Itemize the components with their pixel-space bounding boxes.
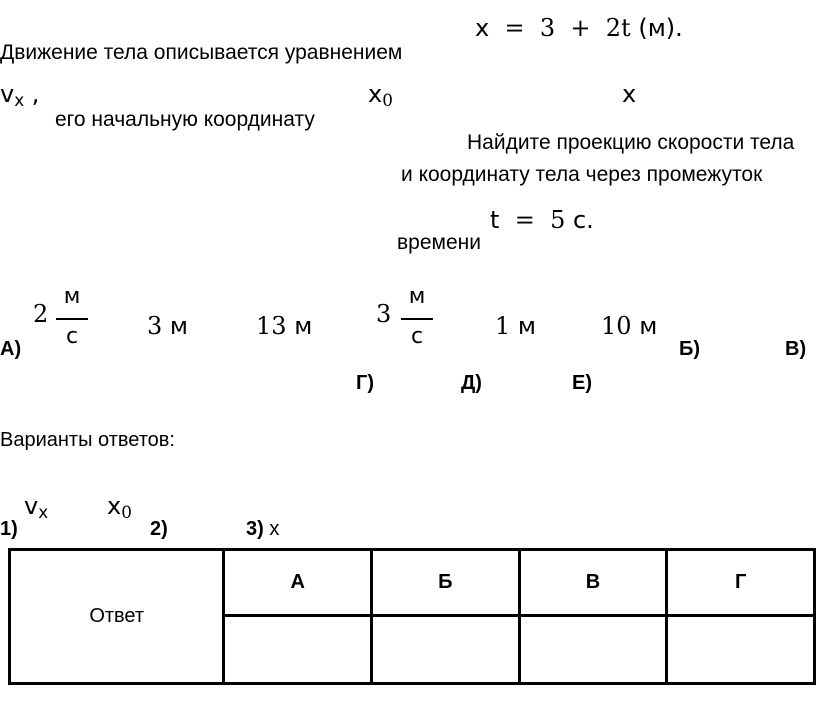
eq-lhs: x: [475, 14, 490, 42]
header-cell-a: А: [224, 550, 372, 616]
opt4-frac-top: м: [408, 284, 426, 309]
eq-a: 3: [539, 14, 556, 42]
eq-plus: +: [570, 14, 591, 42]
opt5-value: 1: [495, 312, 511, 340]
eq-b: 2t: [605, 14, 631, 42]
vx-subscript: x: [14, 90, 25, 110]
opt6-value: 10: [601, 312, 632, 340]
opt1-frac-top: м: [63, 284, 81, 309]
answer-label: Ответ: [89, 605, 145, 627]
opt4-number: 3: [376, 300, 392, 328]
opt2-value: 3: [147, 312, 163, 340]
opt1-frac-bar: [56, 318, 88, 320]
opt6-unit: м: [639, 312, 658, 340]
time-unit: с.: [572, 206, 594, 234]
vx-comma: ,: [31, 80, 40, 108]
problem-line3: Найдите проекцию скорости тела: [467, 131, 795, 154]
vx-letter: v: [0, 80, 15, 108]
opt4-fraction: [397, 284, 437, 350]
variant-3-label: 3): [246, 518, 264, 540]
variant-3-x: x: [269, 518, 280, 540]
variant-vx-subscript: x: [38, 502, 49, 522]
time-eq-sign: =: [514, 206, 535, 234]
header-cell-b: Б: [372, 550, 520, 616]
x0-subscript: 0: [382, 90, 393, 110]
table-row: [10, 550, 815, 616]
opt3: [256, 312, 312, 340]
opt5: [495, 312, 536, 340]
equation-top: [475, 14, 683, 42]
opt2: [147, 312, 188, 340]
variant-x0-letter: x: [107, 492, 122, 520]
variant-2-label: 2): [150, 518, 168, 540]
answer-input-v[interactable]: [519, 616, 667, 684]
opt4-frac-bar: [401, 318, 433, 320]
time-value: 5: [550, 206, 566, 234]
opt3-unit: м: [294, 312, 313, 340]
variant-3: [246, 518, 279, 541]
problem-line4: и координату тела через промежуток: [401, 163, 763, 186]
problem-line5: времени: [397, 231, 481, 254]
opt3-value: 13: [256, 312, 287, 340]
answer-table: [8, 548, 816, 685]
opt1-number: 2: [33, 300, 49, 328]
variant-1-label: 1): [0, 518, 18, 540]
opt4-frac-bottom: с: [410, 324, 424, 349]
x0-letter: x: [368, 80, 383, 108]
answer-label-cell: [10, 550, 224, 684]
x-symbol: x: [622, 80, 637, 108]
option-letter-d: Д): [461, 372, 482, 394]
option-letter-e: Е): [572, 372, 592, 394]
header-cell-g: Г: [667, 550, 815, 616]
answer-input-a[interactable]: [224, 616, 372, 684]
option-letter-g: Г): [356, 372, 374, 394]
variant-vx-letter: v: [24, 492, 39, 520]
header-cell-v: В: [519, 550, 667, 616]
x0-symbol: [368, 80, 393, 110]
problem-line2: его начальную координату: [55, 108, 315, 131]
vx-symbol: [0, 80, 39, 110]
opt1-fraction: [52, 284, 92, 350]
option-letter-b: Б): [679, 338, 701, 360]
answer-input-g[interactable]: [667, 616, 815, 684]
option-letter-v: В): [785, 338, 807, 360]
variant-x0-subscript: 0: [121, 502, 132, 522]
opt6: [601, 312, 657, 340]
time-t: t: [490, 206, 500, 234]
variants-title: Варианты ответов:: [0, 429, 175, 451]
time-equation: [490, 206, 594, 234]
answer-input-b[interactable]: [372, 616, 520, 684]
eq-unit: (м).: [638, 14, 683, 42]
opt5-unit: м: [517, 312, 537, 340]
opt2-unit: м: [169, 312, 189, 340]
variant-vx: [24, 492, 48, 522]
variant-x0: [107, 492, 132, 522]
problem-line1: Движение тела описывается уравнением: [0, 41, 403, 64]
eq-sign: =: [504, 14, 525, 42]
opt1-frac-bottom: с: [65, 324, 79, 349]
option-letter-a: А): [0, 338, 22, 360]
